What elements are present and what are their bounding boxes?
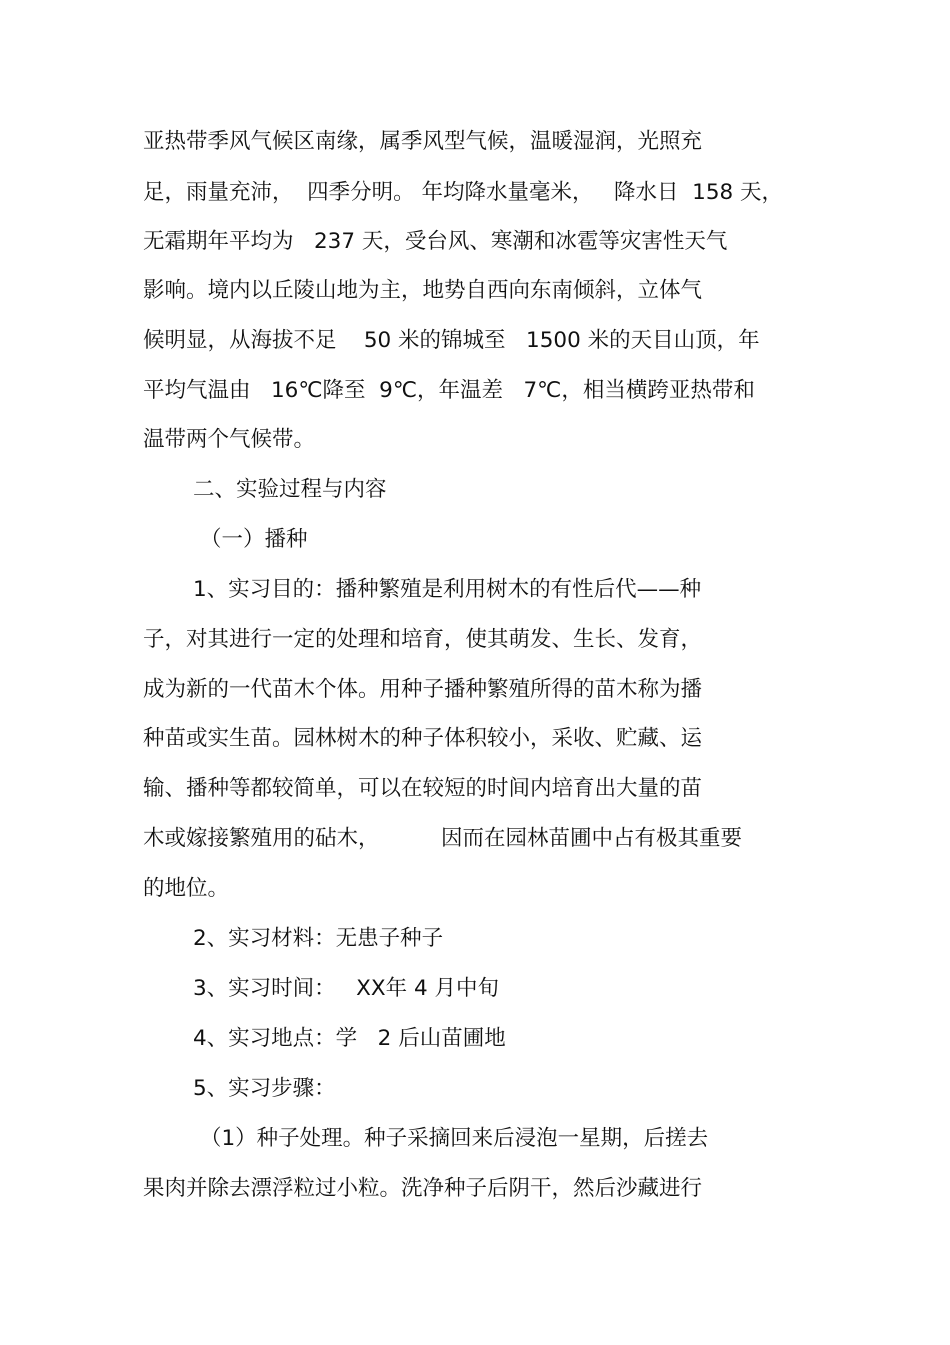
paragraph-line: 候明显，从海拔不足 50 米的锦城至 1500 米的天目山顶，年 <box>143 328 760 353</box>
paragraph-line: （1）种子处理。种子采摘回来后浸泡一星期，后搓去 <box>200 1126 709 1151</box>
section-heading: 二、实验过程与内容 <box>193 477 387 502</box>
paragraph-line: 种苗或实生苗。园林树木的种子体积较小，采收、贮藏、运 <box>143 726 703 751</box>
paragraph-line: 平均气温由 16℃降至 9℃，年温差 7℃，相当横跨亚热带和 <box>143 378 755 403</box>
list-item: 2、实习材料：无患子种子 <box>193 926 444 951</box>
list-item: 4、实习地点：学 2 后山苗圃地 <box>193 1026 506 1051</box>
subsection-heading: （一）播种 <box>200 527 308 552</box>
paragraph-line: 成为新的一代苗木个体。用种子播种繁殖所得的苗木称为播 <box>143 677 703 702</box>
paragraph-line: 1、实习目的：播种繁殖是利用树木的有性后代——种 <box>193 577 702 602</box>
paragraph-line: 木或嫁接繁殖用的砧木， 因而在园林苗圃中占有极其重要 <box>143 826 743 851</box>
paragraph-line: 的地位。 <box>143 876 230 901</box>
list-item: 5、实习步骤： <box>193 1076 336 1101</box>
paragraph-line: 温带两个气候带。 <box>143 427 316 452</box>
paragraph-line: 足，雨量充沛， 四季分明。 年均降水量毫米， 降水日 158 天， <box>143 180 784 205</box>
paragraph-line: 影响。境内以丘陵山地为主，地势自西向东南倾斜，立体气 <box>143 278 703 303</box>
paragraph-line: 亚热带季风气候区南缘，属季风型气候，温暖湿润，光照充 <box>143 129 703 154</box>
paragraph-line: 无霜期年平均为 237 天，受台风、寒潮和冰雹等灾害性天气 <box>143 229 728 254</box>
paragraph-line: 果肉并除去漂浮粒过小粒。洗净种子后阴干，然后沙藏进行 <box>143 1176 703 1201</box>
list-item: 3、实习时间： XX年 4 月中旬 <box>193 976 499 1001</box>
paragraph-line: 输、播种等都较简单，可以在较短的时间内培育出大量的苗 <box>143 776 703 801</box>
paragraph-line: 子，对其进行一定的处理和培育，使其萌发、生长、发育， <box>143 627 703 652</box>
